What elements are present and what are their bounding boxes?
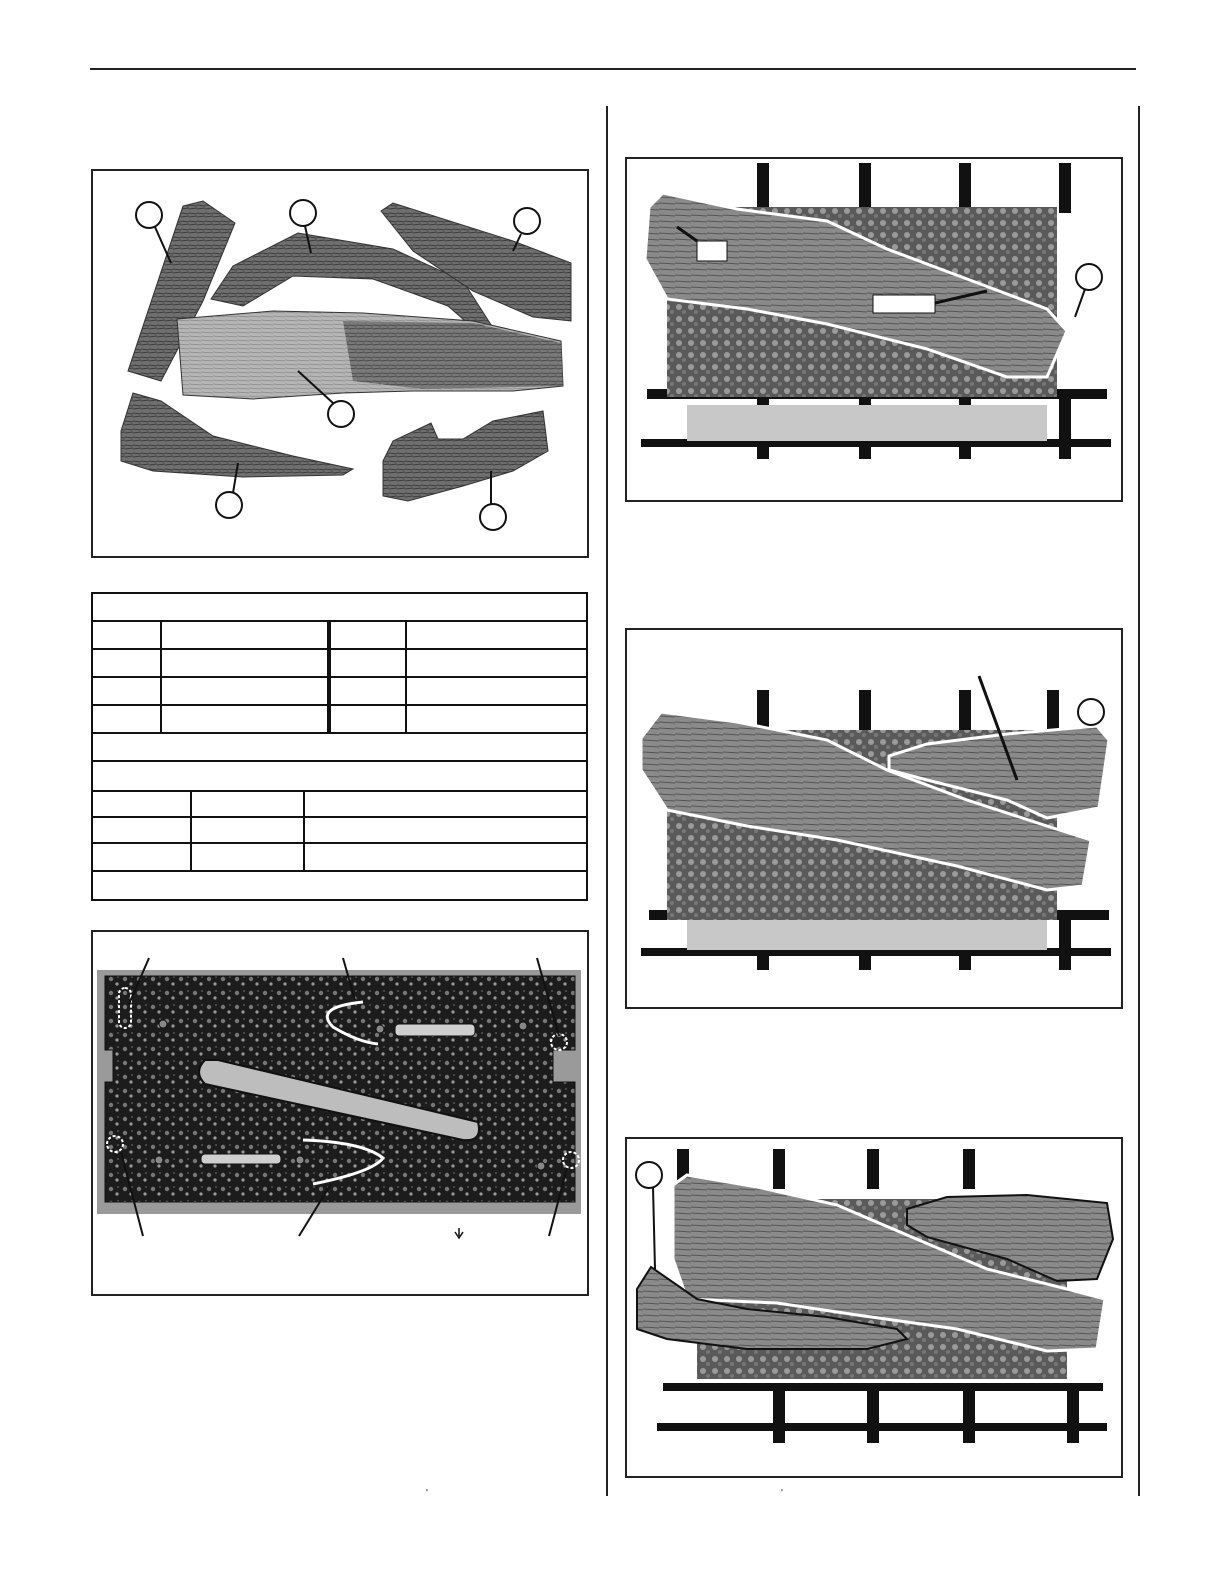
callout-circle: [216, 492, 242, 518]
log-set-illustration: [93, 171, 587, 556]
grate-base-illustration: [93, 932, 587, 1294]
callout-circle: [136, 202, 162, 228]
step3-illustration: [627, 1139, 1121, 1476]
callout-circle: [290, 200, 316, 226]
callout-circle: [328, 401, 354, 427]
callout-circle: [480, 504, 506, 530]
burner-slot: [201, 1154, 281, 1164]
parts-table: [91, 592, 588, 901]
log-piece: [383, 411, 548, 501]
callout-circle: [514, 208, 540, 234]
footer-mark-right: ': [781, 1488, 783, 1499]
step3-figure: [625, 1137, 1123, 1478]
step2-figure: [625, 628, 1123, 1009]
burner-slot: [395, 1024, 475, 1036]
right-margin-rule: [1138, 106, 1140, 1496]
grate-base-figure: [91, 930, 589, 1296]
log-set-figure: [91, 169, 589, 558]
step1-figure: [625, 157, 1123, 502]
footer-mark-left: ': [426, 1488, 428, 1499]
header-rule: [90, 68, 1136, 70]
column-divider: [606, 106, 608, 1496]
step2-illustration: [627, 630, 1121, 1007]
step1-illustration: [627, 159, 1121, 500]
